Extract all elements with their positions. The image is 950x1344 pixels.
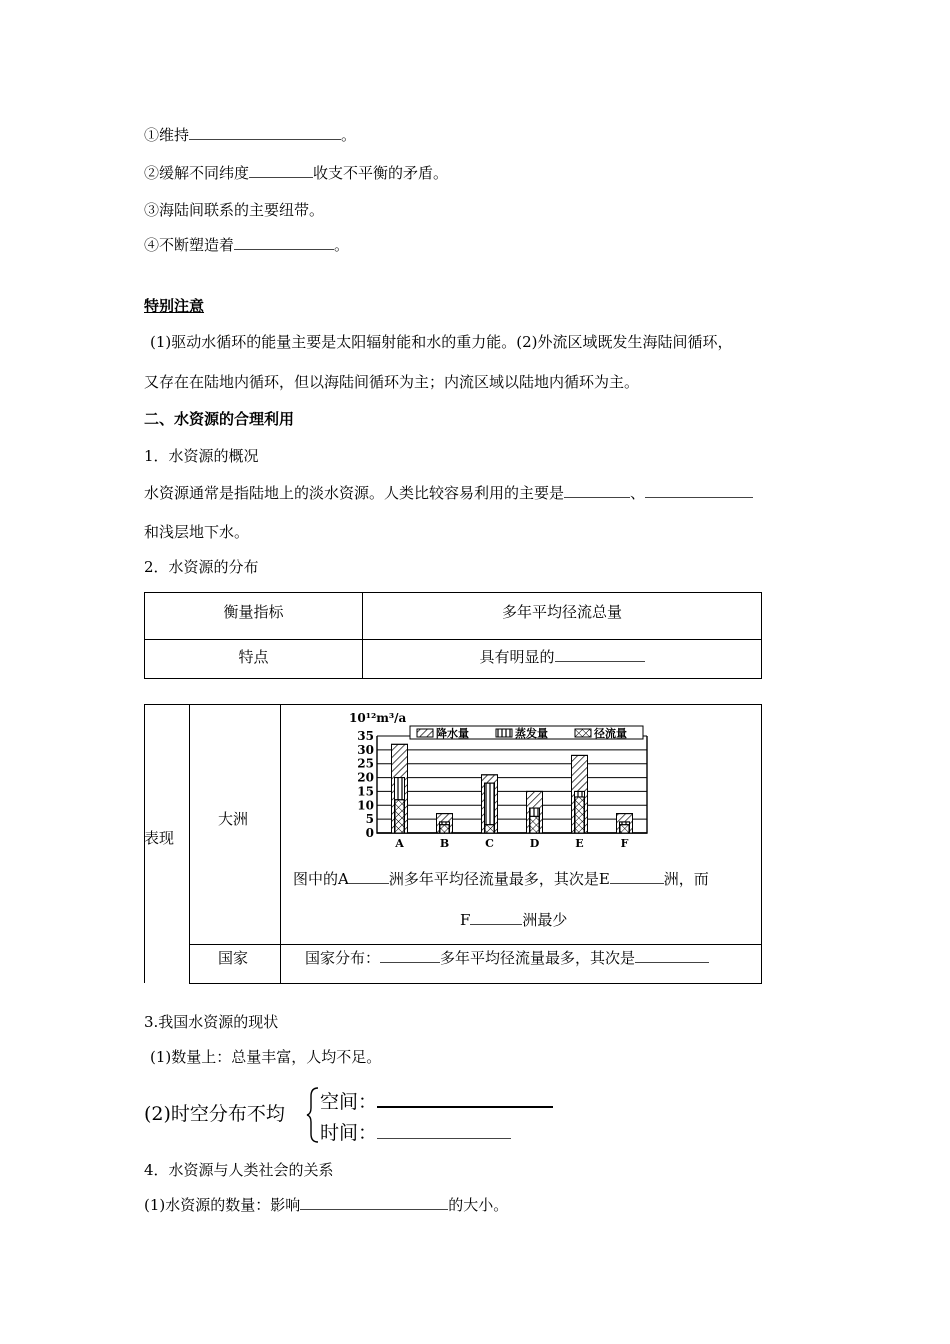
note-line-2: 又存在在陆地内循环，但以海陆间循环为主；内流区域以陆地内循环为主。 [144, 373, 640, 391]
x-tick-label: E [575, 837, 584, 850]
y-tick-label: 20 [357, 770, 374, 785]
item-4: ④不断塑造着 。 [144, 236, 350, 254]
blank[interactable] [564, 483, 630, 498]
blank[interactable] [377, 1086, 553, 1108]
legend-evap: 蒸发量 [515, 727, 548, 740]
blank[interactable] [555, 647, 645, 662]
bar-runoff-pattern-A [395, 800, 404, 833]
blank[interactable] [610, 869, 664, 884]
bar-runoff-pattern-E [575, 797, 584, 833]
section2-heading: 二、水资源的合理利用 [144, 410, 295, 428]
performance-table [144, 704, 762, 983]
blank[interactable] [377, 1118, 511, 1139]
continent-label: 大洲 [218, 810, 249, 828]
legend-rain: 降水量 [436, 727, 469, 740]
section3-p2: (2)时空分布不均 空间： 时间： [144, 1086, 564, 1146]
y-tick-label: 0 [365, 826, 374, 840]
x-tick-label: A [395, 837, 404, 850]
blank[interactable] [234, 235, 334, 250]
cell-value: 具有明显的 [363, 640, 762, 679]
y-tick-label: 35 [357, 729, 374, 743]
section4-heading: 4．水资源与人类社会的关系 [144, 1161, 334, 1179]
item-3: ③海陆间联系的主要纽带。 [144, 201, 325, 219]
distribution-table [144, 592, 762, 679]
blank[interactable] [470, 910, 522, 925]
item-1: ①维持 。 [144, 126, 357, 144]
country-question: 国家分布： 多年平均径流量最多，其次是 [305, 948, 709, 968]
continent-question-1: 图中的A 洲多年平均径流量最多，其次是E 洲，而 [293, 870, 709, 888]
note-title: 特别注意 [144, 297, 205, 315]
chart-axes [377, 736, 647, 833]
x-tick-label: C [485, 837, 494, 850]
runoff-chart [349, 708, 649, 853]
blank[interactable] [380, 948, 440, 963]
section3-p1: (1)数量上：总量丰富，人均不足。 [150, 1048, 382, 1066]
blank[interactable] [645, 483, 753, 498]
bar-runoff-pattern-B [440, 825, 449, 833]
y-tick-label: 25 [357, 756, 374, 771]
section2-sub1: 1．水资源的概况 [144, 447, 259, 465]
row-label: 表现 [144, 829, 175, 847]
item-2: ②缓解不同纬度 收支不平衡的矛盾。 [144, 164, 449, 182]
note-line-1: (1)驱动水循环的能量主要是太阳辐射能和水的重力能。(2)外流区域既发生海陆间循环， [150, 333, 733, 351]
y-tick-label: 5 [365, 812, 374, 827]
country-label: 国家 [218, 949, 249, 967]
bar-runoff-pattern-C [485, 825, 494, 833]
section2-s1-text: 水资源通常是指陆地上的淡水资源。人类比较容易利用的主要是 、 [144, 483, 753, 503]
blank[interactable] [349, 869, 389, 884]
chart-unit: 10¹²m³/a [349, 711, 407, 725]
blank[interactable] [635, 948, 709, 963]
legend-runoff: 径流量 [594, 727, 627, 740]
section2-sub2: 2．水资源的分布 [144, 558, 259, 576]
y-tick-label: 15 [357, 784, 374, 799]
section3-heading: 3.我国水资源的现状 [144, 1013, 279, 1031]
legend-swatch-evap [496, 729, 512, 737]
bar-runoff-pattern-F [620, 825, 629, 833]
cell-value: 多年平均径流总量 [363, 593, 762, 640]
brace [306, 1086, 320, 1144]
blank[interactable] [300, 1195, 448, 1210]
y-tick-label: 10 [357, 798, 374, 813]
section2-s1-text-b: 和浅层地下水。 [144, 523, 250, 541]
y-tick-label: 30 [357, 742, 374, 757]
blank[interactable] [249, 163, 313, 178]
x-tick-label: D [529, 837, 540, 850]
continent-question-2: F 洲最少 [460, 911, 568, 929]
legend-swatch-rain [417, 729, 433, 737]
x-tick-label: B [439, 837, 450, 850]
cell-label: 衡量指标 [145, 593, 363, 640]
blank[interactable] [189, 125, 341, 140]
cell-label: 特点 [145, 640, 363, 679]
x-tick-label: F [620, 837, 629, 850]
section4-p1: (1)水资源的数量：影响 的大小。 [144, 1196, 509, 1214]
bar-runoff-pattern-D [530, 816, 539, 833]
legend-swatch-runoff [575, 729, 591, 737]
